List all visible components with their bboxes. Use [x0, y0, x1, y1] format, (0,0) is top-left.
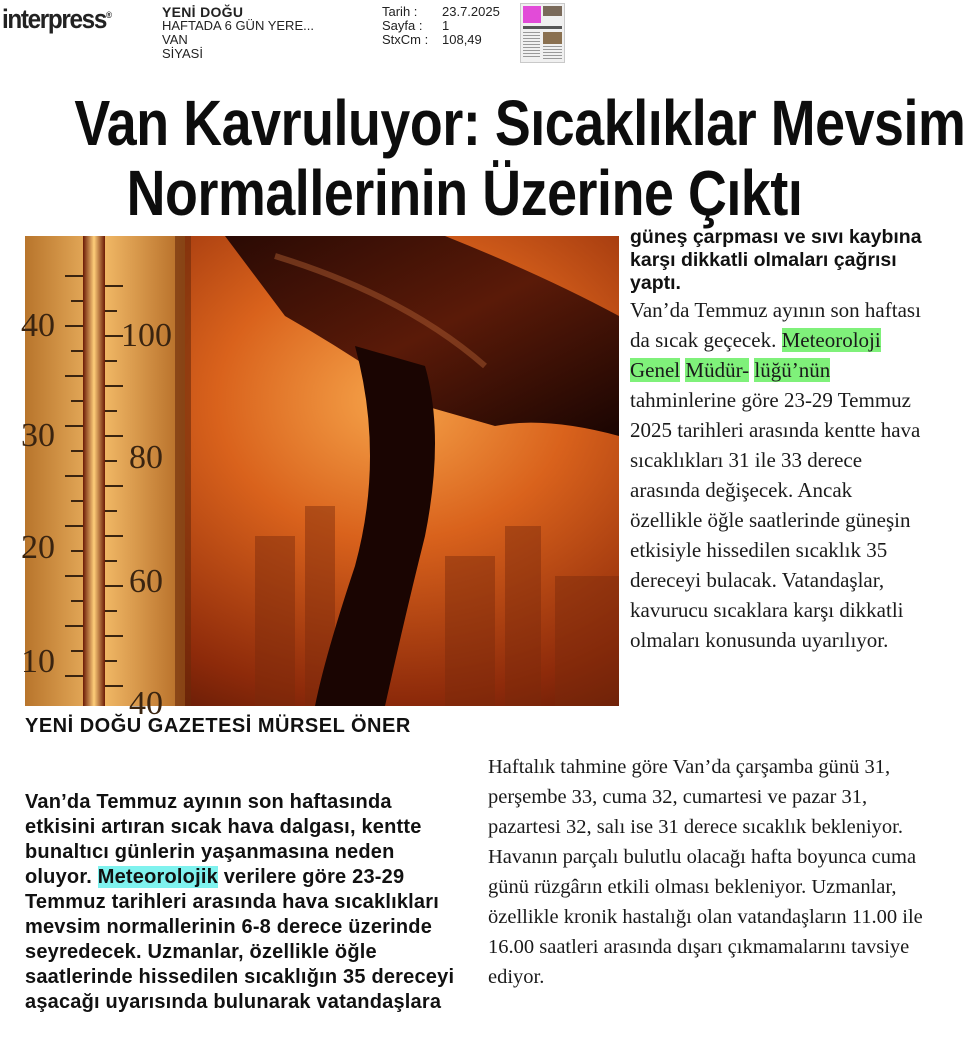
lead-continuation: güneş çarpması ve sıvı kaybına karşı dikkatli olmaları çağrısı yaptı.	[630, 226, 922, 294]
right-column	[630, 226, 925, 655]
publication-category: SİYASİ	[162, 46, 203, 61]
celsius-tick-40: 40	[21, 307, 55, 344]
publication-frequency: HAFTADA 6 GÜN YERE...	[162, 18, 314, 33]
fahrenheit-tick-100: 100	[121, 317, 172, 354]
thermometer-photo	[21, 236, 619, 722]
registered-mark: ®	[106, 10, 112, 20]
highlight-meteoroloji: Meteoroloji	[781, 328, 881, 352]
interpress-logo	[2, 4, 112, 35]
stxcm-label: StxCm :	[382, 32, 429, 47]
highlight-lugunun: lüğü’nün	[754, 358, 831, 382]
highlight-genel: Genel	[630, 358, 681, 382]
date-label: Tarih :	[382, 4, 418, 19]
highlight-meteorolojik: Meteorolojik	[97, 866, 218, 888]
article-lead	[25, 790, 465, 1015]
weekly-forecast-paragraph: Haftalık tahmine göre Van’da çarşamba günü 31, perşembe 33, cuma 32, cumartesi ve pazar 31, pazartesi 32, salı ise 31 derece sıcaklık bekleniyor. Havanın parçalı bulutlu olacağı hafta boyunca cuma günü rüzgârın etkili olması bekleniyor. Uzmanlar, özellikle kronik hastalığı olan vatandaşların 11.00 ile 16.00 saatleri arasında dışarı çıkmamalarını tavsiye ediyor.	[488, 756, 923, 988]
stxcm-row	[382, 33, 500, 47]
celsius-tick-20: 20	[21, 529, 55, 566]
fahrenheit-tick-40: 40	[129, 685, 163, 722]
stxcm-value: 108,49	[442, 32, 482, 47]
highlight-mudur: Müdür-	[685, 358, 750, 382]
logo-text: interpress	[2, 4, 107, 34]
publication-info	[162, 5, 314, 61]
celsius-tick-10: 10	[21, 643, 55, 680]
celsius-tick-30: 30	[21, 417, 55, 454]
clipping-meta	[382, 5, 500, 47]
page-thumbnail[interactable]	[520, 3, 565, 63]
page-label: Sayfa :	[382, 18, 423, 33]
right-column-intro: Van’da Temmuz ayının son haftası da sıcak geçecek.	[630, 298, 921, 352]
byline: YENİ DOĞU GAZETESİ MÜRSEL ÖNER	[25, 715, 411, 737]
right-column-text	[630, 295, 925, 655]
headline-line-2: Normallerinin Üzerine Çıktı	[126, 157, 803, 229]
page-row	[382, 19, 500, 33]
date-value: 23.7.2025	[442, 4, 500, 19]
fahrenheit-tick-80: 80	[129, 439, 163, 476]
page-value: 1	[442, 18, 450, 33]
headline-line-1: Van Kavruluyor: Sıcaklıklar Mevsim	[74, 87, 965, 159]
fahrenheit-tick-60: 60	[129, 563, 163, 600]
right-column-rest: tahminlerine göre 23-29 Temmuz 2025 tarihleri arasında kentte hava sıcaklıkları 31 ile 33 derece arasında değişecek. Ancak özellikle öğle saatlerinde güneşin etkisiyle hissedilen sıcaklık 35 dereceyi bulacak. Vatandaşlar, kavurucu sıcaklara karşı dikkatli olmaları konusunda uyarılıyor.	[630, 388, 921, 652]
publication-name: YENİ DOĞU	[162, 4, 244, 20]
publication-city: VAN	[162, 32, 188, 47]
date-row	[382, 5, 500, 19]
article-photo	[21, 236, 619, 722]
article-headline	[74, 87, 965, 229]
lead-part-1: Van’da Temmuz ayının son haftasında etkisini artıran sıcak hava dalgası, kentte bunaltıcı günlerin yaşanmasına neden oluyor.	[25, 791, 422, 888]
lead-part-2: verilere göre 23-29 Temmuz tarihleri arasında hava sıcaklıkları mevsim normallerinin 6-8 derece üzerinde seyredecek. Uzmanlar, özellikle öğle saatlerinde hissedilen sıcaklığın 35 dereceyi aşacağı uyarısında bulunarak vatandaşlara	[25, 866, 455, 1013]
